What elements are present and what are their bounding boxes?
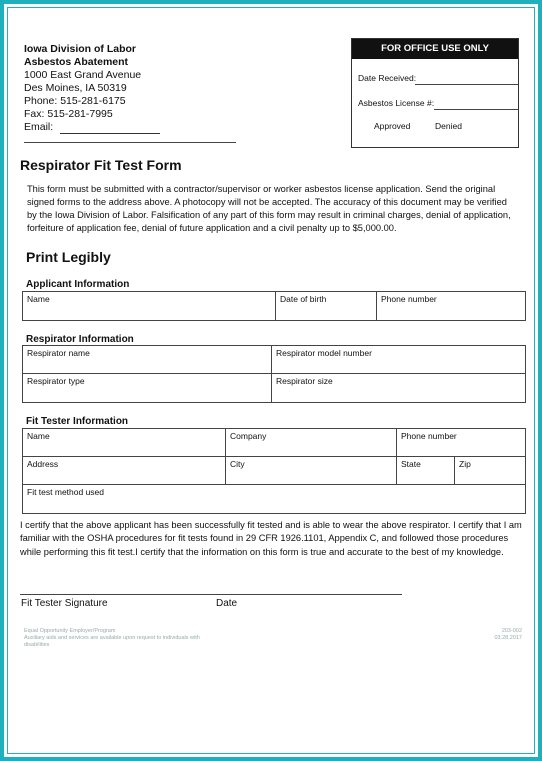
intro-paragraph: This form must be submitted with a contractor/supervisor or worker asbestos license application. Send the original signed forms to the address above. A photocopy will not be accepted. The accuracy of this document may be verified by the Iowa Division of Labor. Falsification of any part of this form may result in criminal charges, denial of application, forfeiture of application fee, denial of future application and a civil penalty up to $5,000.00. xyxy=(27,184,511,233)
license-label: Asbestos License #: xyxy=(358,98,435,108)
footer-form-number: 203-002 xyxy=(501,628,522,634)
fit-tester-heading: Fit Tester Information xyxy=(26,416,129,427)
date-received-field[interactable] xyxy=(415,84,518,85)
respirator-type-field[interactable] xyxy=(23,374,272,403)
office-use-box xyxy=(351,38,519,148)
agency-address-block xyxy=(24,43,160,134)
fit-tester-table xyxy=(22,428,526,514)
email-field[interactable] xyxy=(60,122,160,134)
footer-form-info xyxy=(480,628,522,642)
applicant-dob-label: Date of birth xyxy=(280,294,327,304)
respirator-size-label: Respirator size xyxy=(276,376,333,386)
tester-state-field[interactable] xyxy=(397,457,455,485)
footer-eeo-line1: Equal Opportunity Employer/Program xyxy=(24,628,116,634)
tester-company-label: Company xyxy=(230,431,267,441)
tester-city-label: City xyxy=(230,459,245,469)
tester-address-label: Address xyxy=(27,459,59,469)
agency-street: 1000 East Grand Avenue xyxy=(24,69,142,81)
respirator-heading: Respirator Information xyxy=(26,334,134,345)
certification-paragraph: I certify that the above applicant has been successfully fit tested and is able to wear the above respirator. I certify that I am familiar with the OSHA procedures for fit tests found in 29 CFR 1926.1101, Appendix C, and followed those procedures while performing this fit test.I certify that the information on this form is true and accurate to the best of my knowledge. xyxy=(20,520,522,557)
tester-state-label: State xyxy=(401,459,421,469)
footer-eeo xyxy=(24,628,224,649)
respirator-name-label: Respirator name xyxy=(27,348,90,358)
signature-date-label: Date xyxy=(216,598,238,609)
form-title: Respirator Fit Test Form xyxy=(20,157,182,173)
respirator-model-label: Respirator model number xyxy=(276,348,372,358)
respirator-size-field[interactable] xyxy=(272,374,526,403)
applicant-dob-field[interactable] xyxy=(276,292,377,321)
agency-email-label: Email: xyxy=(24,121,54,133)
applicant-table xyxy=(22,291,526,321)
fit-test-method-field[interactable] xyxy=(23,485,526,514)
tester-zip-field[interactable] xyxy=(455,457,526,485)
tester-name-label: Name xyxy=(27,431,50,441)
agency-phone: Phone: 515-281-6175 xyxy=(24,95,126,107)
tester-name-field[interactable] xyxy=(23,429,226,457)
tester-phone-field[interactable] xyxy=(397,429,526,457)
denied-label: Denied xyxy=(435,121,462,131)
agency-division: Asbestos Abatement xyxy=(24,56,129,68)
applicant-phone-label: Phone number xyxy=(381,294,437,304)
applicant-phone-field[interactable] xyxy=(377,292,526,321)
office-use-header: FOR OFFICE USE ONLY xyxy=(352,39,518,59)
tester-address-field[interactable] xyxy=(23,457,226,485)
footer-eeo-line2: Auxiliary aids and services are available upon request to individuals with disabilities xyxy=(24,635,200,648)
applicant-name-field[interactable] xyxy=(23,292,276,321)
tester-zip-label: Zip xyxy=(459,459,471,469)
footer-revision-date: 03.28.2017 xyxy=(494,635,522,641)
approved-label: Approved xyxy=(374,121,411,131)
agency-fax: Fax: 515-281-7995 xyxy=(24,108,113,120)
tester-city-field[interactable] xyxy=(226,457,397,485)
signature-line[interactable] xyxy=(20,594,402,595)
print-legibly-heading: Print Legibly xyxy=(26,249,111,265)
tester-phone-label: Phone number xyxy=(401,431,457,441)
respirator-type-label: Respirator type xyxy=(27,376,85,386)
agency-name: Iowa Division of Labor xyxy=(24,43,137,55)
date-received-label: Date Received: xyxy=(358,73,417,83)
tester-company-field[interactable] xyxy=(226,429,397,457)
agency-email-row xyxy=(24,121,160,134)
license-field[interactable] xyxy=(434,109,518,110)
agency-divider xyxy=(24,142,236,143)
respirator-table xyxy=(22,345,526,403)
applicant-heading: Applicant Information xyxy=(26,279,130,290)
signature-label: Fit Tester Signature xyxy=(21,598,108,609)
applicant-name-label: Name xyxy=(27,294,50,304)
respirator-model-field[interactable] xyxy=(272,346,526,374)
fit-test-method-label: Fit test method used xyxy=(27,487,105,497)
agency-city: Des Moines, IA 50319 xyxy=(24,82,127,94)
respirator-name-field[interactable] xyxy=(23,346,272,374)
